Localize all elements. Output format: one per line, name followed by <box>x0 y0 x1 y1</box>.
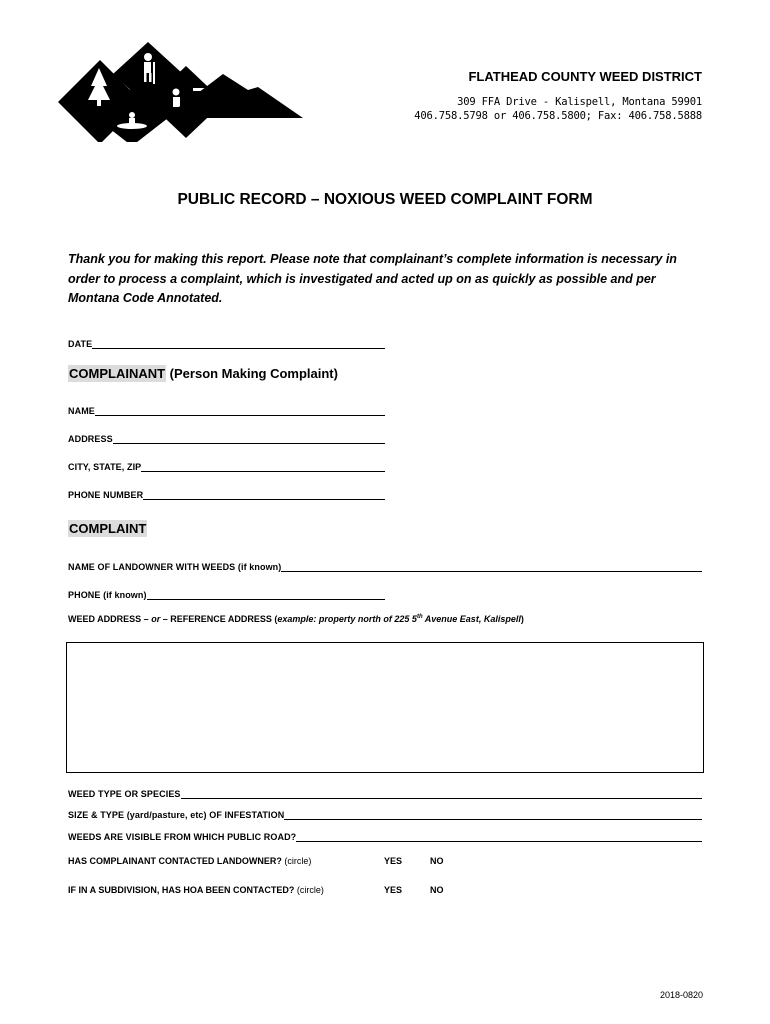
public-road-line[interactable] <box>296 831 702 842</box>
question-landowner-contacted <box>68 856 311 866</box>
weed-type-label: WEED TYPE OR SPECIES <box>68 789 181 799</box>
example-text-end: Avenue East, Kalispell <box>422 614 521 624</box>
no-option[interactable]: NO <box>430 885 444 895</box>
question-label: HAS COMPLAINANT CONTACTED LANDOWNER? <box>68 856 282 866</box>
landowner-phone-line[interactable] <box>147 589 385 600</box>
address-field[interactable] <box>68 430 385 444</box>
complainant-heading-label: COMPLAINANT <box>69 366 166 381</box>
infestation-field[interactable] <box>68 806 702 820</box>
example-address <box>277 614 520 624</box>
date-label: DATE <box>68 339 93 349</box>
org-name: FLATHEAD COUNTY WEED DISTRICT <box>468 69 702 84</box>
form-title: PUBLIC RECORD – NOXIOUS WEED COMPLAINT FORM <box>177 191 593 208</box>
mountain-logo-icon <box>58 42 303 142</box>
public-road-label: WEEDS ARE VISIBLE FROM WHICH PUBLIC ROAD? <box>68 832 297 842</box>
name-label: NAME <box>68 406 95 416</box>
address-label: ADDRESS <box>68 434 113 444</box>
weed-type-field[interactable] <box>68 785 702 799</box>
name-line[interactable] <box>95 405 385 416</box>
org-address: 309 FFA Drive - Kalispell, Montana 59901 <box>457 96 702 108</box>
complainant-subheading: (Person Making Complaint) <box>169 366 338 381</box>
question-label: IF IN A SUBDIVISION, HAS HOA BEEN CONTACTED? <box>68 885 295 895</box>
complaint-heading-label: COMPLAINT <box>69 521 147 536</box>
landowner-name-field[interactable] <box>68 558 702 572</box>
document-code: 2018-0820 <box>659 990 703 1000</box>
question-note: (circle) <box>296 885 324 895</box>
weed-district-logo <box>58 42 303 142</box>
yes-option[interactable]: YES <box>384 856 403 866</box>
phone-number-label: PHONE NUMBER <box>68 490 144 500</box>
city-state-zip-label: CITY, STATE, ZIP <box>68 462 142 472</box>
public-road-field[interactable] <box>68 828 702 842</box>
close-paren: ) <box>520 614 524 624</box>
date-field[interactable] <box>68 335 385 349</box>
city-state-zip-line[interactable] <box>141 461 385 472</box>
address-line[interactable] <box>113 433 385 444</box>
complainant-heading <box>68 366 338 381</box>
org-phone: 406.758.5798 or 406.758.5800; Fax: 406.758.5888 <box>414 110 702 122</box>
weed-address-label <box>68 614 524 624</box>
phone-number-field[interactable] <box>68 486 385 500</box>
weed-address-text: WEED ADDRESS – <box>68 614 149 624</box>
landowner-phone-label: PHONE (if known) <box>68 590 147 600</box>
weed-address-or: or <box>151 614 161 624</box>
infestation-label: SIZE & TYPE (yard/pasture, etc) OF INFESTATION <box>68 810 285 820</box>
intro-paragraph: Thank you for making this report. Please note that complainant’s complete information is necessary in order to process a complaint, which is investigated and acted up on as quickly as possible and per Montana Code Annotated. <box>68 252 677 305</box>
landowner-phone-field[interactable] <box>68 586 385 600</box>
landowner-name-line[interactable] <box>281 561 702 572</box>
name-field[interactable] <box>68 402 385 416</box>
question-note: (circle) <box>284 856 312 866</box>
city-state-zip-field[interactable] <box>68 458 385 472</box>
example-text: example: property north of 225 5 <box>277 614 417 624</box>
date-line[interactable] <box>92 338 385 349</box>
weed-type-line[interactable] <box>181 788 702 799</box>
phone-number-line[interactable] <box>143 489 385 500</box>
landowner-name-label: NAME OF LANDOWNER WITH WEEDS (if known) <box>68 562 282 572</box>
no-option[interactable]: NO <box>430 856 444 866</box>
example-sup: th <box>416 614 423 620</box>
weed-address-box[interactable] <box>66 642 704 773</box>
infestation-line[interactable] <box>284 809 702 820</box>
question-hoa-contacted <box>68 885 324 895</box>
yes-option[interactable]: YES <box>384 885 403 895</box>
reference-address-text: – REFERENCE ADDRESS ( <box>162 614 278 624</box>
complaint-heading <box>68 521 147 536</box>
